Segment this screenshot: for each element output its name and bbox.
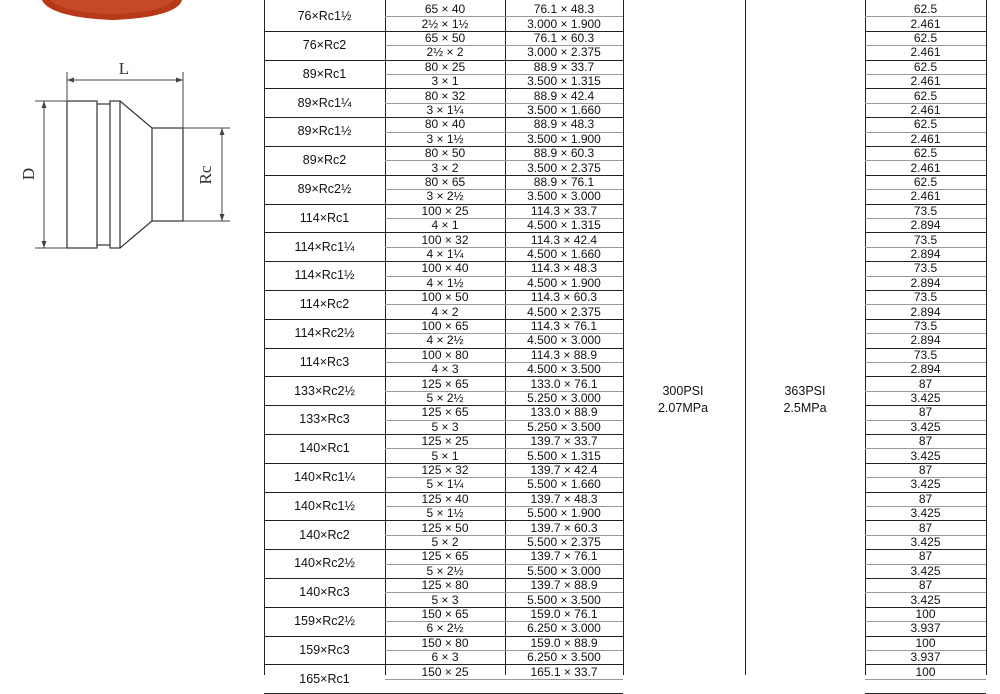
table-cell-od-imperial: 5.500 × 3.000 xyxy=(527,563,601,578)
table-cell-dn-imperial: 3 × 1 xyxy=(431,74,459,89)
label-l: L xyxy=(118,59,130,78)
table-cell-dn-metric: 80 × 32 xyxy=(424,88,466,103)
table-cell-l-imperial: 3.425 xyxy=(910,534,941,549)
table-cell-od-imperial: 4.500 × 3.000 xyxy=(527,333,601,348)
table-cell-size: 114×Rc3 xyxy=(299,354,350,369)
table-cell-l-metric: 87 xyxy=(918,520,933,535)
label-d: D xyxy=(19,167,38,181)
table-cell-size: 140×Rc1½ xyxy=(294,498,355,513)
table-cell-od-metric: 88.9 × 60.3 xyxy=(533,146,595,161)
table-cell-dn-metric: 100 × 25 xyxy=(421,203,469,218)
table-cell-dn-imperial xyxy=(385,679,505,693)
table-cell-dn-imperial: 5 × 1¼ xyxy=(426,477,464,492)
table-cell-od-metric: 165.1 × 33.7 xyxy=(530,664,598,679)
table-cell-dn-metric: 65 × 50 xyxy=(424,30,466,45)
table-cell-size: 133×Rc2½ xyxy=(294,383,355,398)
table-cell-dn-imperial: 5 × 1 xyxy=(431,448,459,463)
table-cell-l-metric: 73.5 xyxy=(913,232,938,247)
table-cell-od-imperial: 5.500 × 1.900 xyxy=(527,506,601,521)
table-cell-dn-imperial: 3 × 1¼ xyxy=(426,102,464,117)
table-cell-od-imperial: 5.500 × 3.500 xyxy=(527,592,601,607)
table-cell-dn-metric: 125 × 65 xyxy=(421,549,469,564)
table-cell-l-imperial xyxy=(865,679,986,693)
table-cell-od-imperial xyxy=(505,679,623,693)
table-cell-size: 114×Rc1 xyxy=(299,210,350,225)
table-cell-dn-metric: 125 × 32 xyxy=(421,462,469,477)
table-cell-l-imperial: 2.461 xyxy=(910,45,941,60)
table-cell-size: 114×Rc1¼ xyxy=(294,239,355,254)
table-cell-size: 114×Rc2 xyxy=(299,297,350,312)
table-cell-od-imperial: 6.250 × 3.000 xyxy=(527,621,601,636)
table-cell-dn-imperial: 4 × 2½ xyxy=(426,333,464,348)
table-cell-l-imperial: 2.894 xyxy=(910,275,941,290)
table-cell-l-metric: 73.5 xyxy=(913,318,938,333)
table-cell-l-metric: 62.5 xyxy=(913,146,938,161)
table-cell-l-imperial: 3.425 xyxy=(910,448,941,463)
table-cell-size: 76×Rc2 xyxy=(302,37,347,52)
table-cell-od-metric: 88.9 × 76.1 xyxy=(533,174,595,189)
table-cell-od-metric: 76.1 × 48.3 xyxy=(533,2,595,17)
table-cell-dn-imperial: 5 × 1½ xyxy=(426,506,464,521)
table-cell-size: 89×Rc1 xyxy=(302,66,347,81)
table-cell-dn-imperial: 4 × 1¼ xyxy=(426,246,464,261)
test-pressure-psi: 363PSI xyxy=(784,384,826,398)
table-cell-l-imperial: 2.894 xyxy=(910,362,941,377)
table-cell-size: 89×Rc2½ xyxy=(297,181,352,196)
table-cell-dn-metric: 100 × 32 xyxy=(421,232,469,247)
table-cell-dn-metric: 80 × 65 xyxy=(424,174,466,189)
table-cell-l-metric: 100 xyxy=(915,664,936,679)
table-cell-od-imperial: 4.500 × 2.375 xyxy=(527,304,601,319)
table-cell-l-metric: 100 xyxy=(915,606,936,621)
table-cell-size: 89×Rc2 xyxy=(302,153,347,168)
table-cell-od-imperial: 4.500 × 1.315 xyxy=(527,218,601,233)
table-cell-size: 76×Rc1½ xyxy=(297,9,352,24)
table-cell-l-imperial: 2.894 xyxy=(910,304,941,319)
table-cell-dn-metric: 125 × 50 xyxy=(421,520,469,535)
table-cell-od-metric: 114.3 × 42.4 xyxy=(530,232,598,247)
reducer-outline xyxy=(67,101,183,248)
table-cell-dn-imperial: 3 × 1½ xyxy=(426,131,464,146)
table-cell-dn-imperial: 5 × 2½ xyxy=(426,390,464,405)
table-cell-l-imperial: 3.425 xyxy=(910,506,941,521)
table-cell-l-imperial: 3.425 xyxy=(910,477,941,492)
table-cell-od-imperial: 4.500 × 1.660 xyxy=(527,246,601,261)
table-cell-l-metric: 73.5 xyxy=(913,203,938,218)
table-cell-od-metric: 139.7 × 33.7 xyxy=(530,434,598,449)
table-cell-od-metric: 159.0 × 76.1 xyxy=(530,606,598,621)
table-cell-od-metric: 133.0 × 88.9 xyxy=(530,405,598,420)
table-cell-l-metric: 100 xyxy=(915,635,936,650)
table-cell-size: 89×Rc1½ xyxy=(297,124,352,139)
table-cell-od-imperial: 6.250 × 3.500 xyxy=(527,650,601,665)
table-cell-od-metric: 114.3 × 60.3 xyxy=(530,290,598,305)
table-cell-od-metric: 114.3 × 76.1 xyxy=(530,318,598,333)
table-cell-dn-metric: 100 × 80 xyxy=(421,347,469,362)
table-cell-l-metric: 87 xyxy=(918,405,933,420)
table-cell-dn-metric: 125 × 80 xyxy=(421,578,469,593)
table-cell-l-metric: 62.5 xyxy=(913,174,938,189)
table-cell-dn-imperial: 5 × 2 xyxy=(431,534,459,549)
table-cell-dn-imperial: 6 × 3 xyxy=(431,650,459,665)
table-cell-l-imperial: 2.894 xyxy=(910,333,941,348)
table-cell-od-metric: 139.7 × 88.9 xyxy=(530,578,598,593)
table-cell-l-metric: 62.5 xyxy=(913,117,938,132)
table-cell-od-imperial: 5.500 × 1.660 xyxy=(527,477,601,492)
table-cell-size: 140×Rc3 xyxy=(299,585,350,600)
table-cell-l-metric: 62.5 xyxy=(913,88,938,103)
table-cell-size: 140×Rc1 xyxy=(299,441,350,456)
table-cell-od-imperial: 3.500 × 1.660 xyxy=(527,102,601,117)
test-pressure xyxy=(745,375,865,425)
table-cell-l-imperial: 2.894 xyxy=(910,218,941,233)
table-cell-size: 133×Rc3 xyxy=(299,412,350,427)
table-cell-l-metric: 73.5 xyxy=(913,290,938,305)
table-cell-l-metric: 62.5 xyxy=(913,2,938,17)
table-cell-dn-metric: 125 × 25 xyxy=(421,434,469,449)
table-cell-dn-imperial: 4 × 1½ xyxy=(426,275,464,290)
table-cell-od-imperial: 3.500 × 1.900 xyxy=(527,131,601,146)
spec-table xyxy=(264,0,1000,686)
table-cell-dn-imperial: 4 × 1 xyxy=(431,218,459,233)
table-cell-l-imperial: 2.461 xyxy=(910,131,941,146)
table-cell-l-metric: 87 xyxy=(918,549,933,564)
table-cell-l-metric: 87 xyxy=(918,491,933,506)
table-cell-dn-metric: 80 × 25 xyxy=(424,59,466,74)
table-cell-od-metric: 159.0 × 88.9 xyxy=(530,635,598,650)
table-cell-l-imperial: 3.937 xyxy=(910,621,941,636)
table-cell-od-imperial: 5.250 × 3.500 xyxy=(527,419,601,434)
table-cell-l-metric: 87 xyxy=(918,462,933,477)
table-cell-l-metric: 62.5 xyxy=(913,30,938,45)
table-cell-dn-imperial: 5 × 2½ xyxy=(426,563,464,578)
table-cell-od-imperial: 3.500 × 3.000 xyxy=(527,189,601,204)
table-cell-dn-metric: 150 × 25 xyxy=(421,664,469,679)
table-cell-l-imperial: 2.461 xyxy=(910,16,941,31)
reducer-dimension-drawing xyxy=(0,0,264,675)
table-cell-dn-metric: 125 × 40 xyxy=(421,491,469,506)
table-cell-l-metric: 73.5 xyxy=(913,261,938,276)
table-cell-l-imperial: 2.894 xyxy=(910,246,941,261)
table-cell-od-metric: 88.9 × 48.3 xyxy=(533,117,595,132)
table-cell-l-imperial: 3.425 xyxy=(910,390,941,405)
table-cell-od-metric: 76.1 × 60.3 xyxy=(533,30,595,45)
table-cell-l-imperial: 3.425 xyxy=(910,563,941,578)
table-cell-l-metric: 87 xyxy=(918,578,933,593)
test-pressure-mpa: 2.5MPa xyxy=(783,401,827,415)
table-cell-dn-imperial: 3 × 2½ xyxy=(426,189,464,204)
table-cell-od-metric: 114.3 × 33.7 xyxy=(530,203,598,218)
table-cell-dn-metric: 100 × 40 xyxy=(421,261,469,276)
table-cell-size: 165×Rc1 xyxy=(299,671,350,686)
table-cell-size: 159×Rc3 xyxy=(299,642,350,657)
table-cell-l-imperial: 2.461 xyxy=(910,102,941,117)
table-cell-l-imperial: 3.425 xyxy=(910,419,941,434)
working-pressure-psi: 300PSI xyxy=(662,384,704,398)
table-cell-od-metric: 133.0 × 76.1 xyxy=(530,376,598,391)
table-cell-l-metric: 87 xyxy=(918,434,933,449)
table-cell-od-imperial: 4.500 × 1.900 xyxy=(527,275,601,290)
table-cell-l-imperial: 3.425 xyxy=(910,592,941,607)
table-cell-od-metric: 88.9 × 42.4 xyxy=(533,88,595,103)
table-cell-od-imperial: 3.000 × 1.900 xyxy=(527,16,601,31)
table-cell-dn-imperial: 5 × 3 xyxy=(431,419,459,434)
table-cell-size: 140×Rc2 xyxy=(299,527,350,542)
label-rc: Rc xyxy=(196,165,215,185)
table-cell-od-imperial: 5.500 × 1.315 xyxy=(527,448,601,463)
table-cell-dn-metric: 80 × 40 xyxy=(424,117,466,132)
table-cell-od-metric: 114.3 × 88.9 xyxy=(530,347,598,362)
table-cell-od-imperial: 3.500 × 1.315 xyxy=(527,74,601,89)
table-cell-od-metric: 139.7 × 76.1 xyxy=(530,549,598,564)
table-cell-dn-metric: 150 × 80 xyxy=(421,635,469,650)
working-pressure-mpa: 2.07MPa xyxy=(657,401,709,415)
table-cell-size: 114×Rc2½ xyxy=(294,325,355,340)
table-cell-od-metric: 139.7 × 48.3 xyxy=(530,491,598,506)
table-cell-dn-imperial: 3 × 2 xyxy=(431,160,459,175)
table-cell-dn-imperial: 5 × 3 xyxy=(431,592,459,607)
table-cell-od-metric: 139.7 × 42.4 xyxy=(530,462,598,477)
table-cell-dn-imperial: 6 × 2½ xyxy=(426,621,464,636)
working-pressure xyxy=(623,375,743,425)
table-cell-dn-imperial: 4 × 3 xyxy=(431,362,459,377)
table-cell-dn-metric: 125 × 65 xyxy=(421,405,469,420)
table-cell-od-imperial: 4.500 × 3.500 xyxy=(527,362,601,377)
table-cell-dn-metric: 125 × 65 xyxy=(421,376,469,391)
table-cell-size: 140×Rc2½ xyxy=(294,556,355,571)
table-cell-dn-metric: 65 × 40 xyxy=(424,2,466,17)
table-cell-l-imperial: 3.937 xyxy=(910,650,941,665)
table-cell-l-metric: 62.5 xyxy=(913,59,938,74)
table-cell-dn-imperial: 2½ × 2 xyxy=(426,45,464,60)
table-cell-l-metric: 87 xyxy=(918,376,933,391)
table-cell-size: 114×Rc1½ xyxy=(294,268,355,283)
table-cell-l-imperial: 2.461 xyxy=(910,189,941,204)
table-cell-size: 89×Rc1¼ xyxy=(297,95,352,110)
table-cell-dn-metric: 80 × 50 xyxy=(424,146,466,161)
table-cell-dn-metric: 100 × 65 xyxy=(421,318,469,333)
table-cell-size: 159×Rc2½ xyxy=(294,613,355,628)
table-cell-od-imperial: 5.500 × 2.375 xyxy=(527,534,601,549)
table-cell-dn-imperial: 4 × 2 xyxy=(431,304,459,319)
table-cell-l-metric: 73.5 xyxy=(913,347,938,362)
table-cell-size: 140×Rc1¼ xyxy=(294,469,355,484)
table-cell-od-metric: 88.9 × 33.7 xyxy=(533,59,595,74)
table-cell-l-imperial: 2.461 xyxy=(910,160,941,175)
table-cell-od-metric: 114.3 × 48.3 xyxy=(530,261,598,276)
table-cell-dn-imperial: 2½ × 1½ xyxy=(421,16,469,31)
table-cell-od-metric: 139.7 × 60.3 xyxy=(530,520,598,535)
table-cell-od-imperial: 3.500 × 2.375 xyxy=(527,160,601,175)
table-cell-od-imperial: 3.000 × 2.375 xyxy=(527,45,601,60)
table-cell-dn-metric: 150 × 65 xyxy=(421,606,469,621)
table-cell-l-imperial: 2.461 xyxy=(910,74,941,89)
table-cell-od-imperial: 5.250 × 3.000 xyxy=(527,390,601,405)
table-cell-dn-metric: 100 × 50 xyxy=(421,290,469,305)
